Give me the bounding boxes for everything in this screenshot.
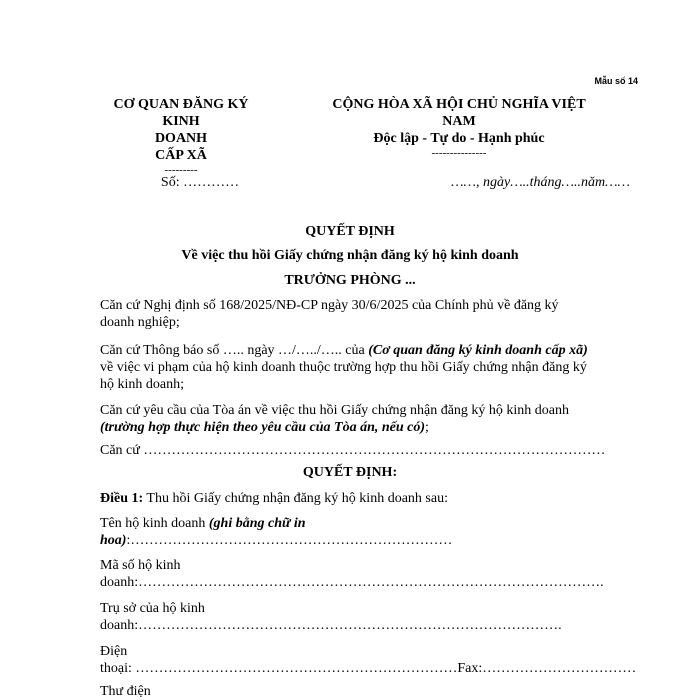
national-title-header bbox=[330, 96, 588, 159]
field-business-name-label: Tên hộ kinh doanh bbox=[100, 516, 209, 531]
national-title-line-1: CỘNG HÒA XÃ HỘI CHỦ NGHĨA VIỆT bbox=[332, 97, 586, 112]
basis-notice-line-2: về việc vi phạm của hộ kinh doanh thuộc trường hợp thu hồi Giấy chứng nhận đăng ký bbox=[100, 360, 587, 375]
field-business-name-line-1 bbox=[100, 515, 452, 532]
national-divider: --------------- bbox=[431, 147, 487, 159]
basis-court-end: ; bbox=[425, 420, 429, 435]
national-motto: Độc lập - Tự do - Hạnh phúc bbox=[373, 131, 545, 146]
decision-heading: QUYẾT ĐỊNH: bbox=[302, 465, 398, 480]
basis-court-line-1: Căn cứ yêu cầu của Tòa án về việc thu hồi Giấy chứng nhận đăng ký hộ kinh doanh bbox=[100, 403, 570, 418]
basis-notice-line-1 bbox=[100, 342, 640, 359]
field-business-name-line-2 bbox=[100, 532, 452, 549]
basis-court-line-2 bbox=[100, 419, 640, 436]
basis-notice-text: Căn cứ Thông báo số ….. ngày …/…../….. của bbox=[100, 343, 369, 358]
basis-decree-line-1: Căn cứ Nghị định số 168/2025/NĐ-CP ngày 30/6/2025 của Chính phủ về đăng ký bbox=[100, 298, 559, 313]
basis-notice-line-3: hộ kinh doanh; bbox=[100, 377, 184, 392]
field-business-name-blank: :…………………………………………………………… bbox=[126, 533, 453, 548]
issuing-agency-header bbox=[100, 96, 262, 176]
field-business-name-note-end: hoa) bbox=[100, 533, 127, 548]
basis-decree-line-2: doanh nghiệp; bbox=[100, 315, 180, 330]
basis-court-note: (trường hợp thực hiện theo yêu cầu của Tòa án, nếu có) bbox=[100, 420, 426, 435]
field-business-name-note: (ghi bằng chữ in bbox=[208, 516, 306, 531]
field-phone-fax bbox=[100, 643, 636, 677]
field-business-code bbox=[100, 557, 604, 591]
article-1-text: Thu hồi Giấy chứng nhận đăng ký hộ kinh doanh sau: bbox=[143, 491, 448, 506]
field-phone-fax-blank: thoại: ……………………………………………………………Fax:…………………………… bbox=[100, 661, 637, 676]
field-head-office bbox=[100, 600, 562, 634]
basis-notice-agency: (Cơ quan đăng ký kinh doanh cấp xã) bbox=[368, 343, 588, 358]
article-1-label: Điều 1: bbox=[100, 491, 144, 506]
document-date: ……, ngày…..tháng…..năm…… bbox=[451, 175, 630, 190]
basis-decree bbox=[100, 297, 640, 331]
document-number: Số: ………… bbox=[160, 175, 240, 190]
document-title: QUYẾT ĐỊNH bbox=[305, 224, 395, 239]
field-email: Thư điện bbox=[100, 684, 151, 699]
form-number: Mẫu số 14 bbox=[594, 76, 638, 86]
document-subtitle: Về việc thu hồi Giấy chứng nhận đăng ký hộ kinh doanh bbox=[181, 248, 519, 263]
agency-line-1: CƠ QUAN ĐĂNG KÝ KINH bbox=[113, 97, 249, 129]
field-business-code-label: Mã số hộ kinh bbox=[100, 558, 181, 573]
field-head-office-label: Trụ sở của hộ kinh bbox=[100, 601, 205, 616]
issuing-authority: TRƯỞNG PHÒNG ... bbox=[284, 273, 416, 288]
article-1 bbox=[100, 490, 640, 507]
agency-divider: --------- bbox=[164, 164, 198, 176]
agency-line-3: CẤP XÃ bbox=[155, 148, 207, 163]
field-phone-label: Điện bbox=[100, 644, 128, 659]
field-business-code-blank: doanh:………………………………………………………………………………………. bbox=[100, 575, 604, 590]
basis-notice bbox=[100, 342, 640, 393]
basis-other: Căn cứ ……………………………………………………………………………………… bbox=[100, 443, 606, 458]
national-title-line-2: NAM bbox=[442, 114, 476, 129]
basis-court bbox=[100, 402, 640, 436]
agency-line-2: DOANH bbox=[154, 131, 208, 146]
field-business-name bbox=[100, 515, 452, 549]
field-head-office-blank: doanh:………………………………………………………………………………. bbox=[100, 618, 562, 633]
